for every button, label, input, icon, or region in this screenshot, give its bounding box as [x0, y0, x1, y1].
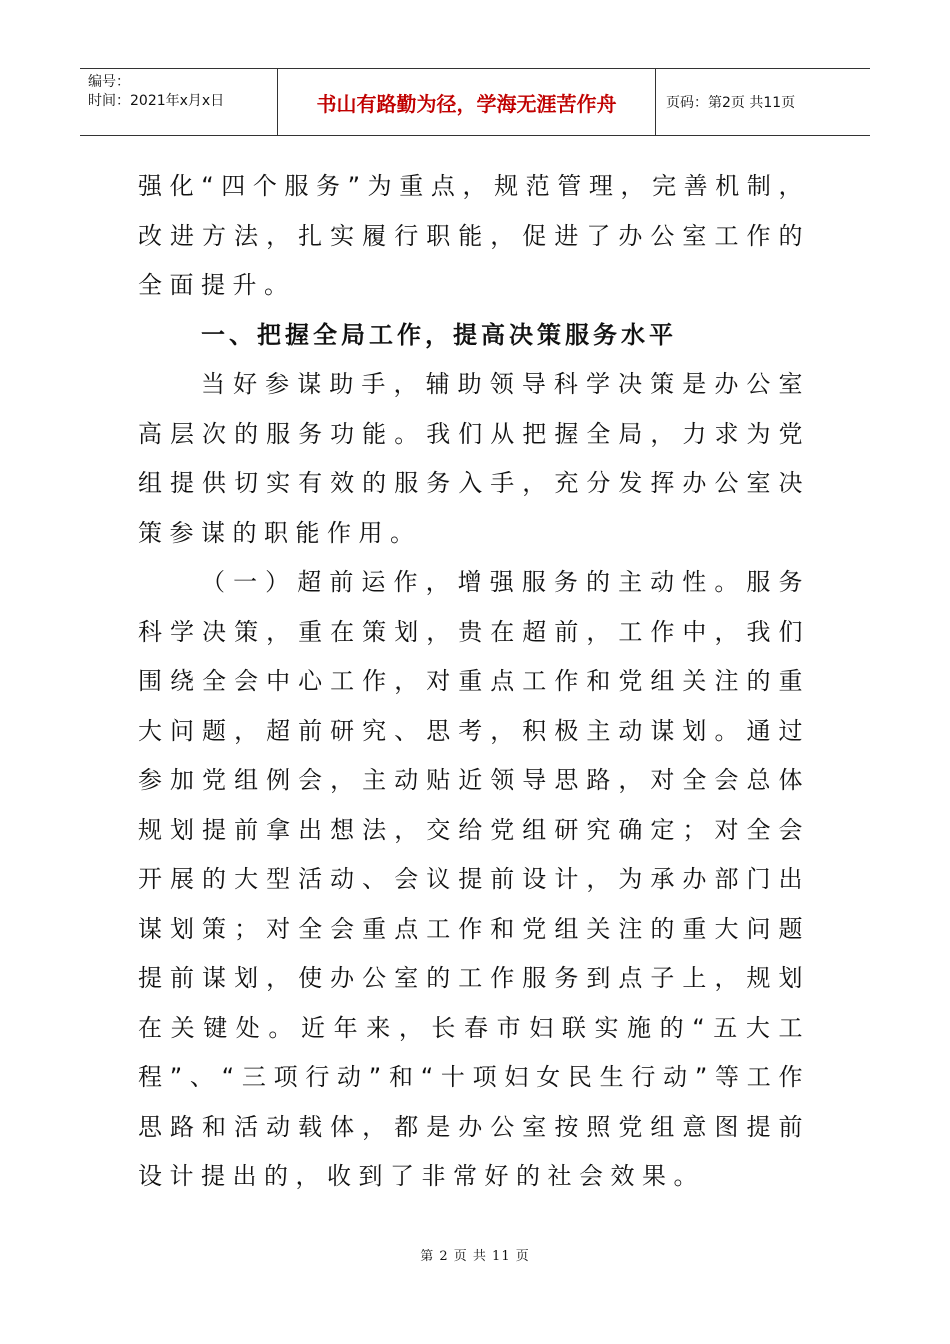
page-header: [80, 68, 870, 136]
header-meta: [80, 69, 278, 135]
document-date: 时间：2021年x月x日: [88, 93, 225, 109]
document-body: [138, 162, 810, 1202]
page-footer: 第 2 页 共 11 页: [420, 1249, 530, 1264]
header-page-number: 页码：第2页 共11页: [666, 95, 796, 111]
paragraph: （一）超前运作，增强服务的主动性。服务科学决策，重在策划，贵在超前，工作中，我们围绕全会中心工作，对重点工作和党组关注的重大问题，超前研究、思考，积极主动谋划。通过参加党组例会，主动贴近领导思路，对全会总体规划提前拿出想法，交给党组研究确定；对全会开展的大型活动、会议提前设计，为承办部门出谋划策；对全会重点工作和党组关注的重大问题提前谋划，使办公室的工作服务到点子上，规划在关键处。近年来，长春市妇联实施的“五大工程”、“三项行动”和“十项妇女民生行动”等工作思路和活动载体，都是办公室按照党组意图提前设计提出的，收到了非常好的社会效果。: [138, 568, 810, 1190]
document-number: 编号：: [88, 74, 130, 90]
paragraph: 当好参谋助手，辅助领导科学决策是办公室高层次的服务功能。我们从把握全局，力求为党组提供切实有效的服务入手，充分发挥办公室决策参谋的职能作用。: [138, 370, 810, 547]
section-heading: 一、把握全局工作，提高决策服务水平: [201, 320, 677, 349]
header-motto: 书山有路勤为径，学海无涯苦作舟: [278, 69, 656, 135]
paragraph: 强化“四个服务”为重点，规范管理，完善机制，改进方法，扎实履行职能，促进了办公室工作的全面提升。: [138, 172, 810, 299]
